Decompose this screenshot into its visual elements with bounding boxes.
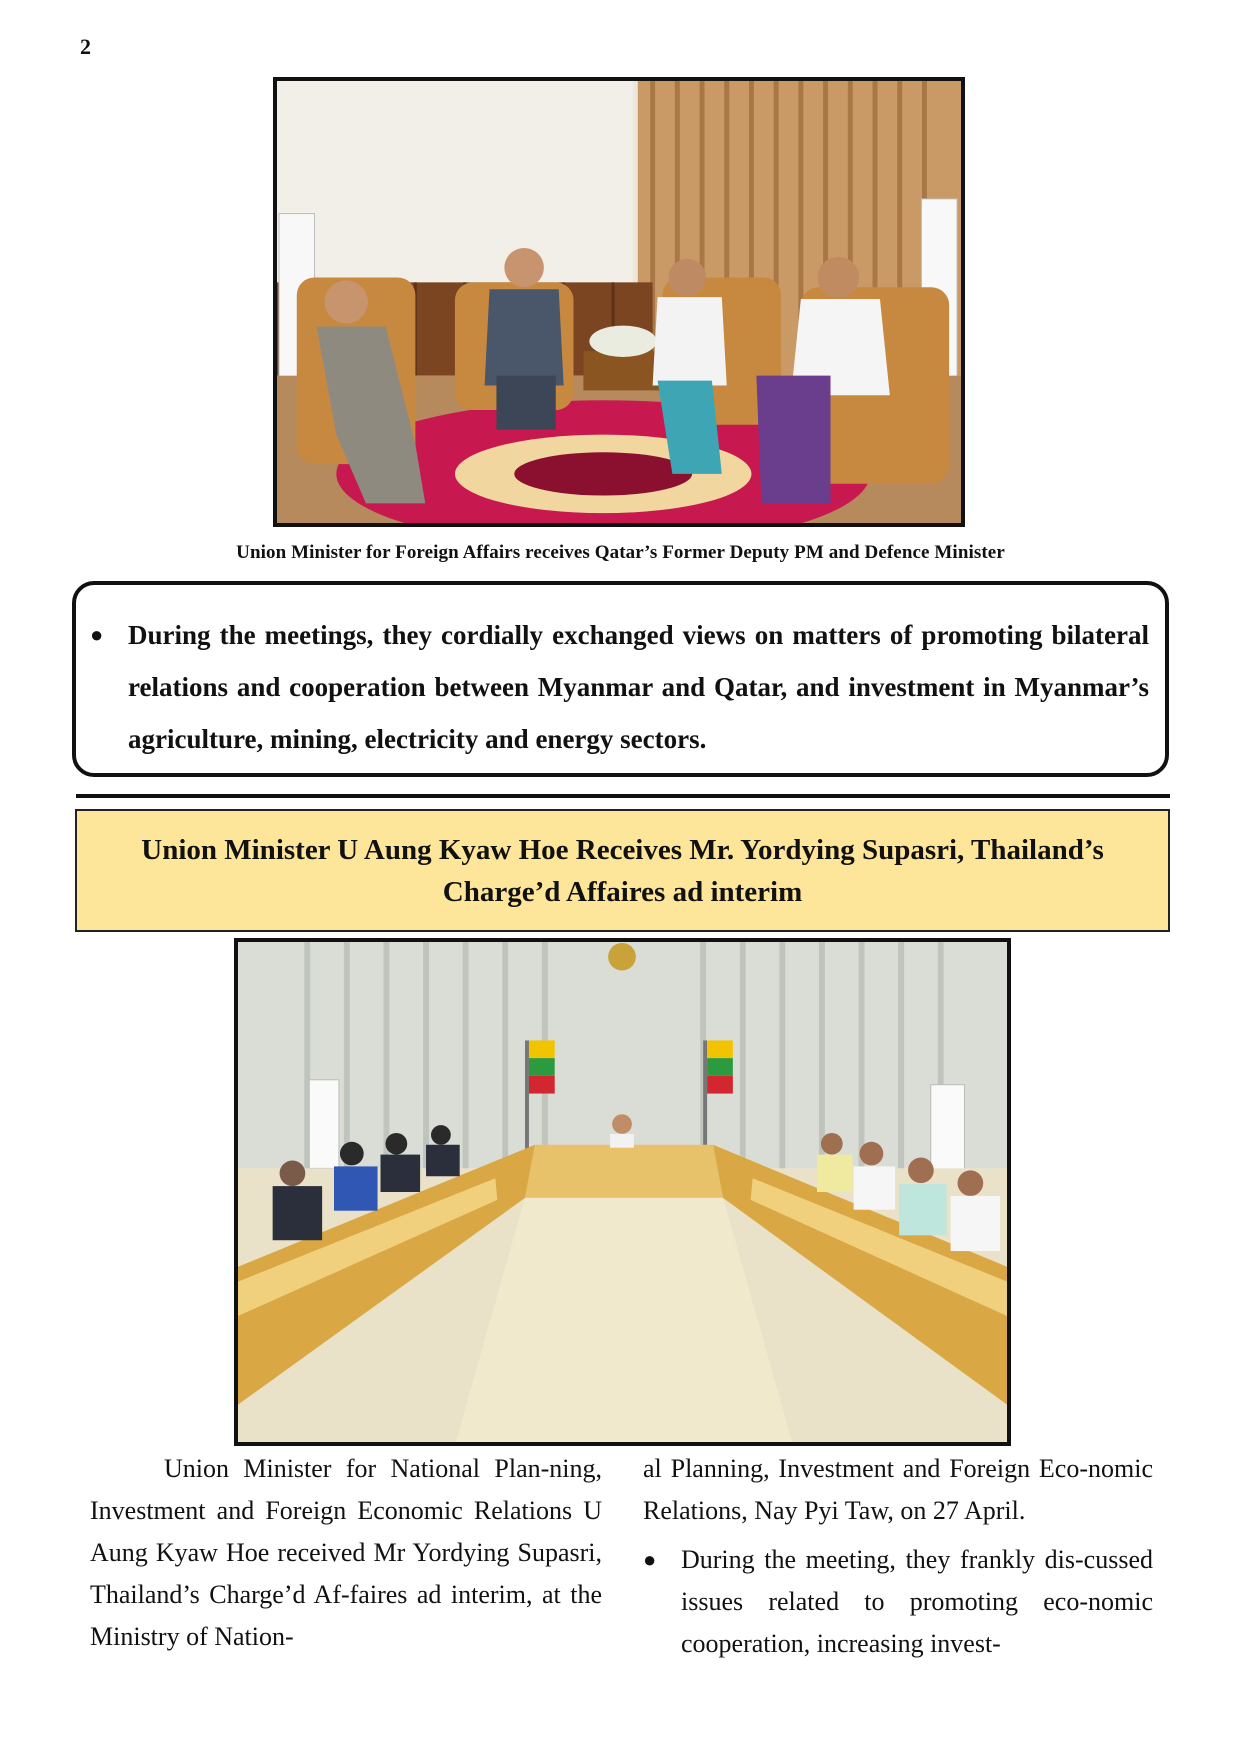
meeting-photo-qatar [273,77,965,527]
bullet-icon: ● [643,1547,657,1572]
page-number: 2 [80,34,91,59]
highlight-bullet-item [90,609,1149,765]
section-divider [76,794,1170,798]
photo-caption: Union Minister for Foreign Affairs receives Qatar’s Former Deputy PM and Defence Minister [236,542,1005,563]
article-column-left [90,1448,602,1658]
article-paragraph: Union Minister for National Plan-ning, Investment and Foreign Economic Relations U Aung Kyaw Hoe received Mr Yordying Supasri, Thailand’s Charge’d Af-faires ad interim, at the Ministry of Nation- [90,1454,602,1651]
meeting-photo-thailand [234,938,1011,1446]
article-bullet-text: During the meeting, they frankly dis-cussed issues related to promoting eco-nomic cooperation, increasing invest- [681,1545,1153,1658]
headline-box [75,809,1170,932]
highlight-box [72,581,1169,777]
article-column-right [643,1448,1153,1665]
bullet-icon: ● [90,622,104,647]
highlight-text: During the meetings, they cordially exchanged views on matters of promoting bilateral relations and cooperation between Myanmar and Qatar, and investment in Myanmar’s agriculture, mining, electricity and energy sectors. [128,620,1149,754]
article-bullet-item [643,1539,1153,1665]
article-paragraph-continued: al Planning, Investment and Foreign Eco-nomic Relations, Nay Pyi Taw, on 27 April. [643,1454,1153,1525]
article-headline: Union Minister U Aung Kyaw Hoe Receives Mr. Yordying Supasri, Thailand’s Charge’d Affaires ad interim [141,833,1104,908]
